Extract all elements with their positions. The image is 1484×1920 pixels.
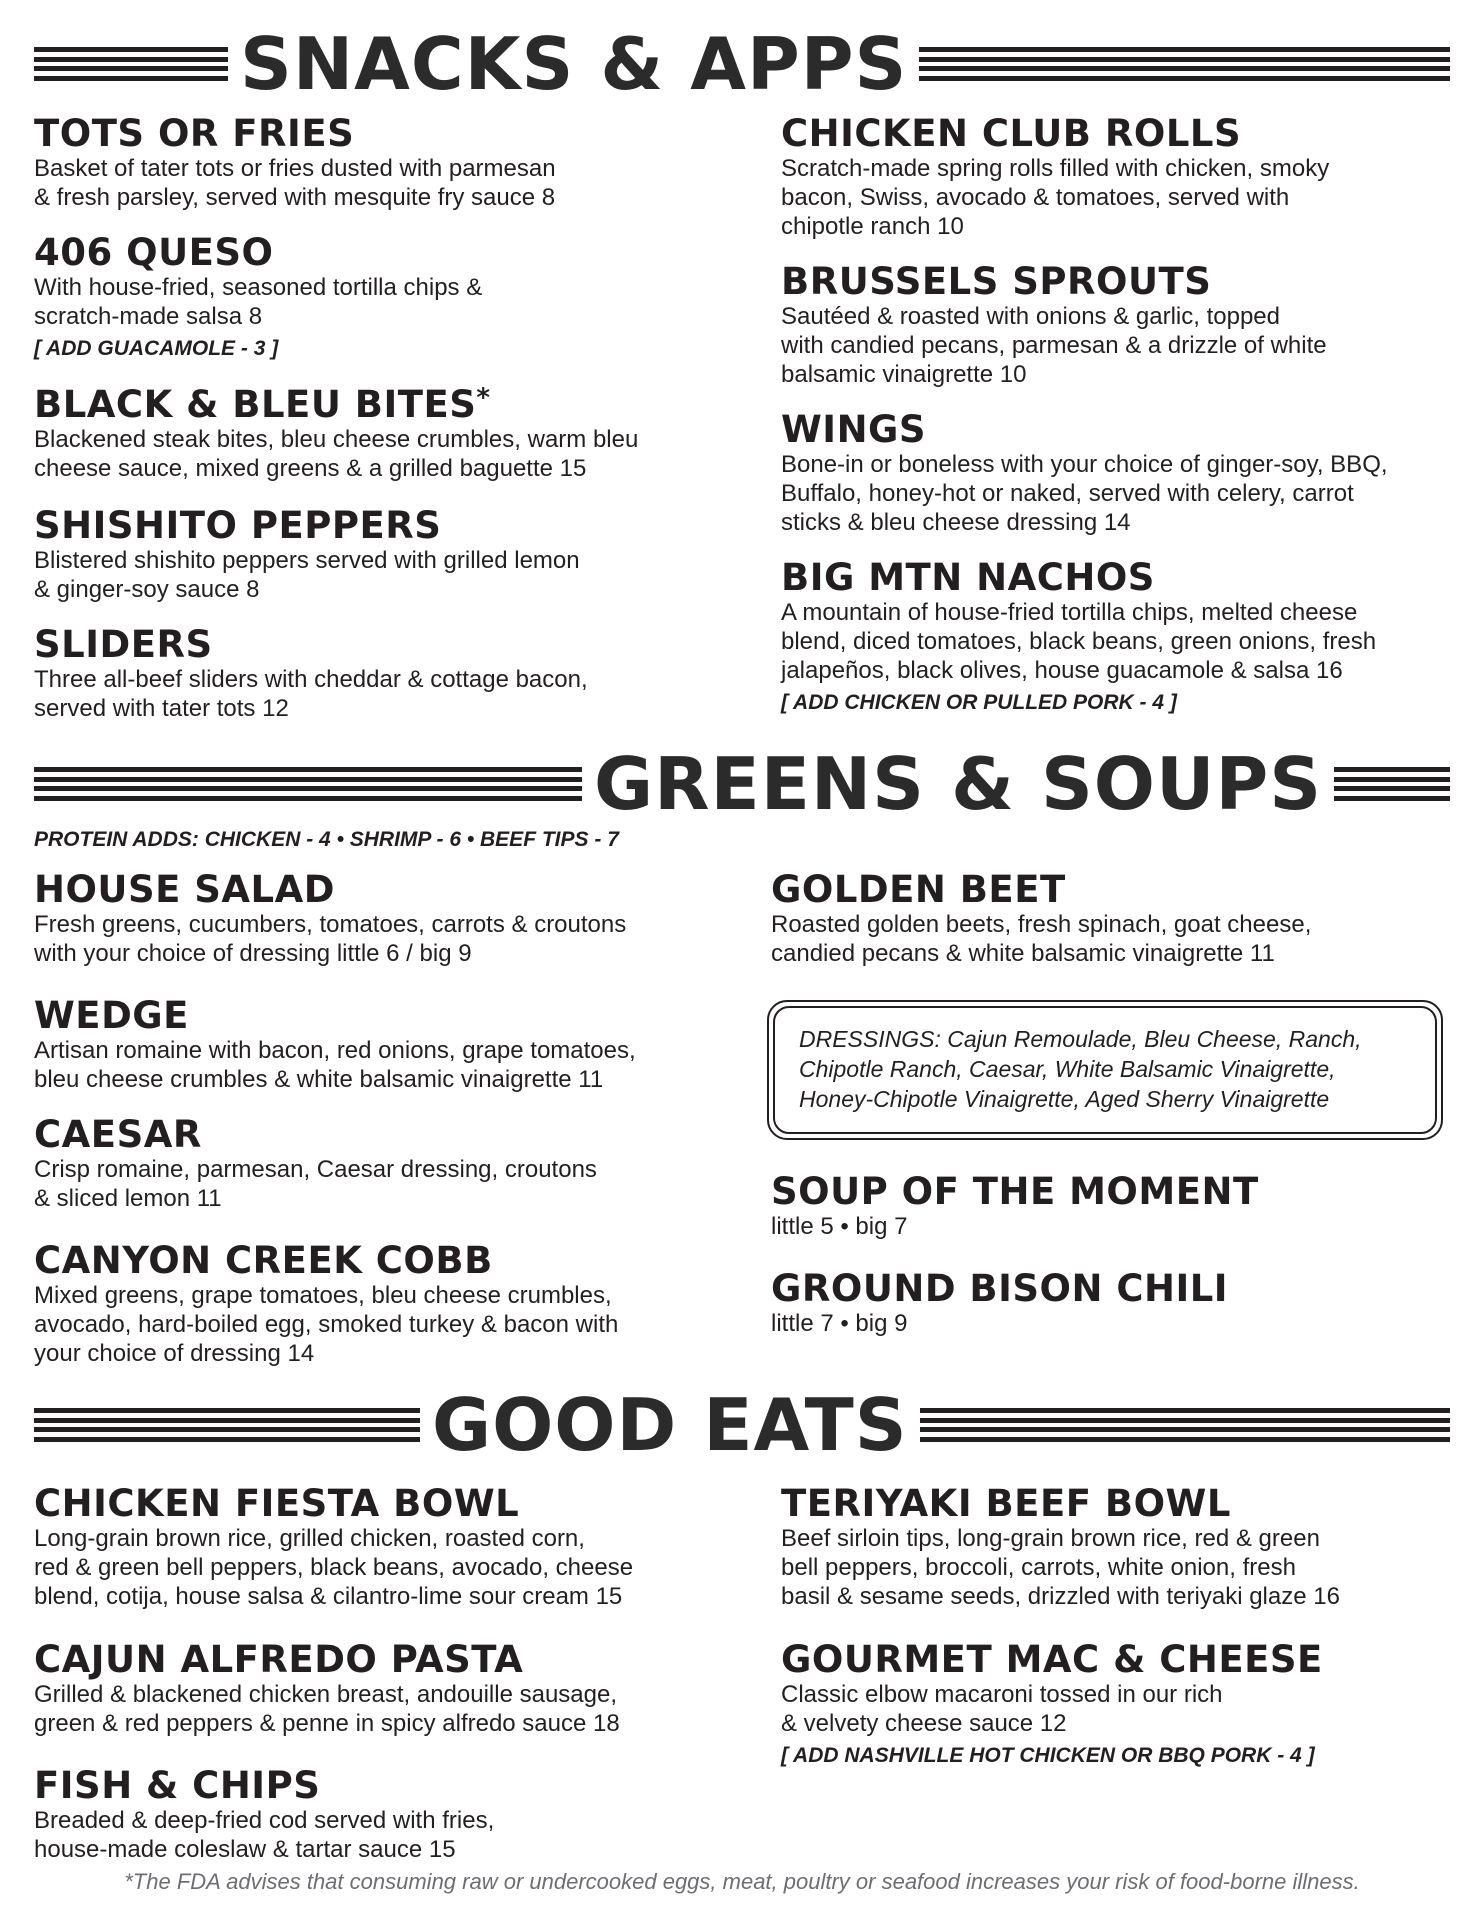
item-name: CANYON CREEK COBB: [34, 1239, 493, 1282]
menu-item-shishito: [34, 506, 580, 604]
menu-item-wedge: [34, 996, 636, 1094]
protein-adds-note: PROTEIN ADDS: CHICKEN - 4 • SHRIMP - 6 • BEEF TIPS - 7: [34, 828, 619, 851]
item-add-on: [ ADD CHICKEN OR PULLED PORK - 4 ]: [781, 691, 1177, 714]
item-name: CAESAR: [34, 1113, 202, 1156]
item-description: Blackened steak bites, bleu cheese crumbles, warm bleu cheese sauce, mixed greens & a grilled baguette 15: [34, 426, 639, 482]
item-description: Sautéed & roasted with onions & garlic, topped with candied pecans, parmesan & a drizzle of white balsamic vinaigrette 10: [781, 303, 1327, 388]
item-name: TERIYAKI BEEF BOWL: [781, 1482, 1231, 1525]
menu-item-bites: [34, 385, 638, 483]
item-name: BLACK & BLEU BITES*: [34, 383, 491, 426]
item-name: WINGS: [781, 408, 927, 451]
menu-item-wings: [781, 410, 1388, 537]
item-description: A mountain of house-fried tortilla chips, melted cheese blend, diced tomatoes, black beans, green onions, fresh jalapeños, black olives, house guacamole & salsa 16: [781, 599, 1377, 684]
dressings-list: DRESSINGS: Cajun Remoulade, Bleu Cheese, Ranch, Chipotle Ranch, Caesar, White Balsamic Vinaigrette, Honey-Chipotle Vinaigrette, Aged Sherry Vinaigrette: [773, 1006, 1437, 1134]
item-name: FISH & CHIPS: [34, 1764, 321, 1807]
section-title-greens: GREENS & SOUPS: [594, 742, 1323, 826]
stripes-right: [920, 1408, 1450, 1442]
item-description: Mixed greens, grape tomatoes, bleu cheese crumbles, avocado, hard-boiled egg, smoked turkey & bacon with your choice of dressing 14: [34, 1282, 619, 1367]
item-name: SLIDERS: [34, 623, 213, 666]
section-header-eats: [34, 1383, 1450, 1467]
item-description: Three all-beef sliders with cheddar & cottage bacon, served with tater tots 12: [34, 666, 588, 722]
menu-item-fish-chips: [34, 1766, 494, 1864]
menu-item-alfredo: [34, 1640, 620, 1738]
menu-item-soup: [771, 1172, 1259, 1241]
menu-item-chili: [771, 1269, 1228, 1338]
item-description: Grilled & blackened chicken breast, andouille sausage, green & red peppers & penne in spicy alfredo sauce 18: [34, 1681, 620, 1737]
item-description: Breaded & deep-fried cod served with fries, house-made coleslaw & tartar sauce 15: [34, 1807, 495, 1863]
item-name: 406 QUESO: [34, 231, 274, 274]
item-description: Basket of tater tots or fries dusted with parmesan & fresh parsley, served with mesquite fry sauce 8: [34, 155, 556, 211]
item-name: GOLDEN BEET: [771, 868, 1066, 911]
menu-item-cobb: [34, 1241, 618, 1368]
item-name: CHICKEN FIESTA BOWL: [34, 1482, 520, 1525]
section-title-eats: GOOD EATS: [432, 1383, 908, 1467]
item-description: Classic elbow macaroni tossed in our rich & velvety cheese sauce 12: [781, 1681, 1223, 1737]
item-name: SOUP OF THE MOMENT: [771, 1170, 1259, 1213]
menu-item-nachos: [781, 558, 1376, 717]
menu-item-sprouts: [781, 262, 1327, 389]
menu-item-rolls: [781, 114, 1329, 241]
section-header-greens: [34, 742, 1450, 826]
stripes-left: [34, 767, 582, 801]
item-name: SHISHITO PEPPERS: [34, 504, 442, 547]
item-name: CAJUN ALFREDO PASTA: [34, 1638, 524, 1681]
item-description: Crisp romaine, parmesan, Caesar dressing, croutons & sliced lemon 11: [34, 1156, 597, 1212]
menu-item-tots: [34, 114, 556, 212]
stripes-right: [1334, 767, 1450, 801]
item-description: Beef sirloin tips, long-grain brown rice, red & green bell peppers, broccoli, carrots, white onion, fresh basil & sesame seeds, drizzled with teriyaki glaze 16: [781, 1525, 1340, 1610]
item-description: Blistered shishito peppers served with grilled lemon & ginger-soy sauce 8: [34, 547, 580, 603]
item-name: GROUND BISON CHILI: [771, 1267, 1229, 1310]
item-description: Long-grain brown rice, grilled chicken, roasted corn, red & green bell peppers, black beans, avocado, cheese blend, cotija, house salsa & cilantro-lime sour cream 15: [34, 1525, 634, 1610]
item-description: Fresh greens, cucumbers, tomatoes, carrots & croutons with your choice of dressing little 6 / big 9: [34, 911, 627, 967]
menu-item-sliders: [34, 625, 588, 723]
item-description: Scratch-made spring rolls filled with chicken, smoky bacon, Swiss, avocado & tomatoes, served with chipotle ranch 10: [781, 155, 1330, 240]
menu-item-house-salad: [34, 870, 626, 968]
menu-item-fiesta-bowl: [34, 1484, 633, 1611]
menu-item-caesar: [34, 1115, 597, 1213]
item-name: HOUSE SALAD: [34, 868, 335, 911]
item-name: BRUSSELS SPROUTS: [781, 260, 1212, 303]
item-description: little 5 • big 7: [771, 1213, 908, 1240]
item-add-on: [ ADD GUACAMOLE - 3 ]: [34, 337, 279, 360]
item-name: GOURMET MAC & CHEESE: [781, 1638, 1323, 1681]
item-name: CHICKEN CLUB ROLLS: [781, 112, 1242, 155]
section-title-snacks: SNACKS & APPS: [240, 22, 908, 106]
item-name: WEDGE: [34, 994, 189, 1037]
stripes-left: [34, 1408, 420, 1442]
item-description: With house-fried, seasoned tortilla chips & scratch-made salsa 8: [34, 274, 483, 330]
section-header-snacks: [34, 22, 1450, 106]
item-description: Artisan romaine with bacon, red onions, grape tomatoes, bleu cheese crumbles & white balsamic vinaigrette 11: [34, 1037, 636, 1093]
menu-item-golden-beet: [771, 870, 1311, 968]
item-description: little 7 • big 9: [771, 1310, 908, 1337]
item-description: Bone-in or boneless with your choice of ginger-soy, BBQ, Buffalo, honey-hot or naked, served with celery, carrot sticks & bleu cheese dressing 14: [781, 451, 1388, 536]
menu-item-teriyaki-bowl: [781, 1484, 1340, 1611]
menu-item-mac-cheese: [781, 1640, 1323, 1770]
item-description: Roasted golden beets, fresh spinach, goat cheese, candied pecans & white balsamic vinaigrette 11: [771, 911, 1312, 967]
item-name: BIG MTN NACHOS: [781, 556, 1155, 599]
stripes-left: [34, 47, 228, 81]
fda-footnote: *The FDA advises that consuming raw or undercooked eggs, meat, poultry or seafood increases your risk of food-borne illness.: [124, 1869, 1360, 1894]
item-name: TOTS OR FRIES: [34, 112, 355, 155]
stripes-right: [919, 47, 1450, 81]
fda-asterisk: *: [476, 383, 491, 413]
item-add-on: [ ADD NASHVILLE HOT CHICKEN OR BBQ PORK - 4 ]: [781, 1744, 1315, 1767]
menu-item-queso: [34, 233, 482, 363]
dressings-box: [767, 1000, 1443, 1140]
